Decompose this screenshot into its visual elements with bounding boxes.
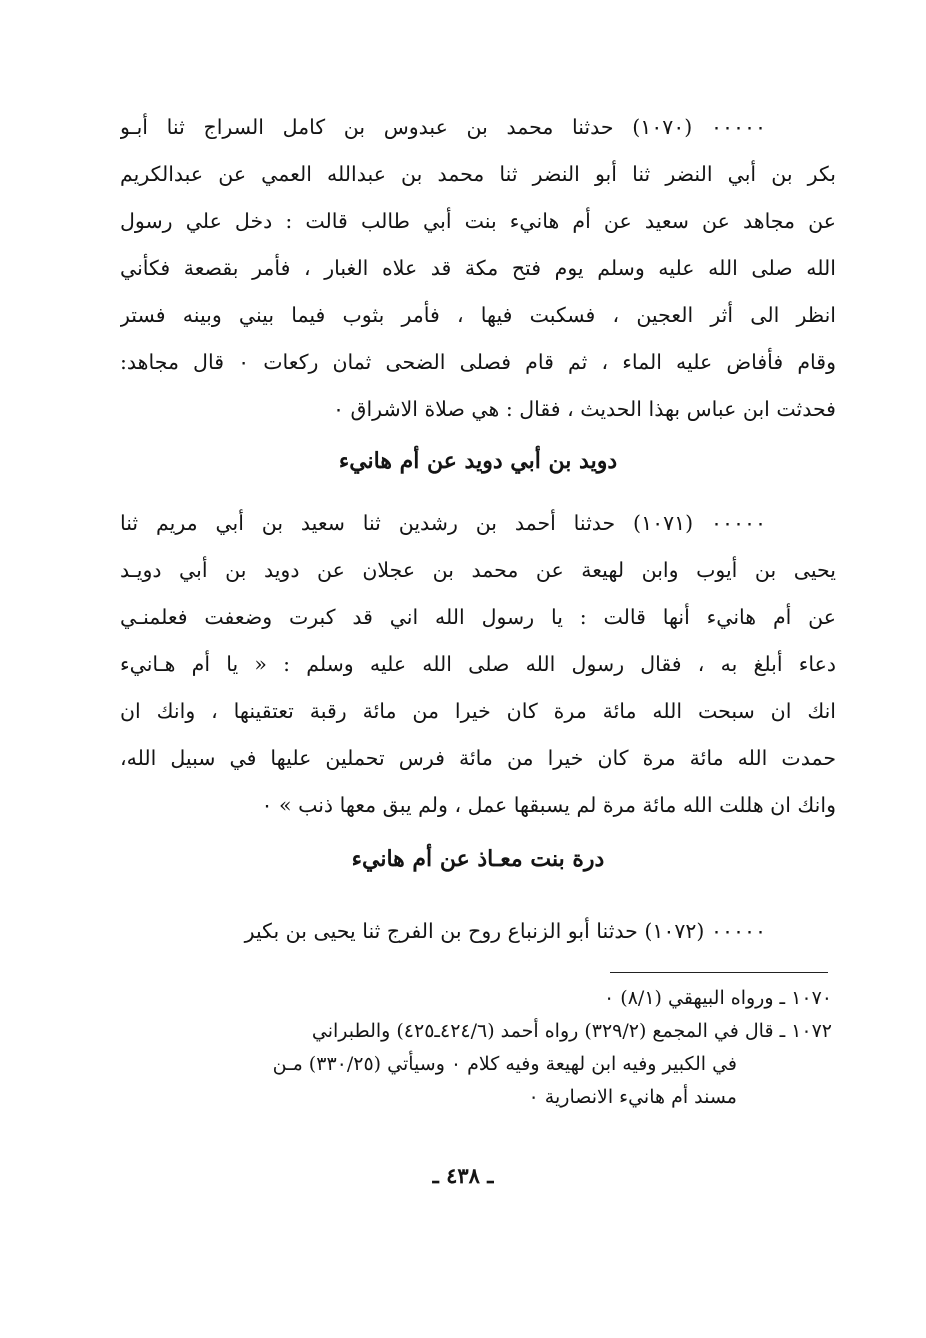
hadith-1070-paragraph [120,104,836,433]
text-line: وانك ان هللت الله مائة مرة لم يسبقها عمل ، ولم يبق معها ذنب » ٠ [261,793,836,817]
text-line: ٠٠٠٠٠ (١٠٧٢) حدثنا أبو الزنباع روح بن الفرج ثنا يحيى بن بكير [244,919,766,943]
text-line: عن أم هانيء أنها قالت : يا رسول الله اني قد كبرت وضعفت فعلمنـي [120,605,836,629]
text-line: الله صلى الله عليه وسلم يوم فتح مكة قد علاه الغبار ، فأمر بقصعة فكأني [120,256,836,280]
footnote-line: ١٠٧٢ ـ قال في المجمع (٣٢٩/٢) رواه أحمد (٤٢٤/٦ـ٤٢٥) والطبراني [311,1020,832,1042]
section-heading-durra: درة بنت معـاذ عن أم هانيء [351,846,605,872]
footnote-line: مسند أم هانيء الانصارية ٠ [528,1086,737,1108]
text-line: فحدثت ابن عباس بهذا الحديث ، فقال : هي صلاة الاشراق ٠ [333,397,836,421]
text-line: دعاء أبلغ به ، فقال رسول الله صلى الله عليه وسلم : « يا أم هـانيء [120,652,836,676]
hadith-1072-paragraph [120,908,836,955]
text-line: بكر بن أبي النضر ثنا أبو النضر ثنا محمد بن عبدالله العمي عن عبدالكريم [120,162,836,186]
text-line: يحيى بن أيوب وابن لهيعة عن محمد بن عجلان عن دويد بن أبي دويـد [120,558,836,582]
text-line: انظر الى أثر العجين ، فسكبت فيها ، فأمر بثوب فيما بيني وبينه فستر [120,303,836,327]
text-line: ٠٠٠٠٠ (١٠٧١) حدثنا أحمد بن رشدين ثنا سعيد بن أبي مريم ثنا [120,511,767,535]
text-line: وقام فأفاض عليه الماء ، ثم قام فصلى الضحى ثمان ركعات ٠ قال مجاهد: [120,350,836,374]
footnote-line: في الكبير وفيه ابن لهيعة وفيه كلام ٠ وسيأتي (٣٣٠/٢٥) مـن [272,1053,737,1075]
hadith-1071-paragraph [120,500,836,829]
footnote-divider [610,972,828,973]
section-heading-duwayd: دويد بن أبي دويد عن أم هانيء [338,448,618,474]
text-line: ٠٠٠٠٠ (١٠٧٠) حدثنا محمد بن عبدوس بن كامل السراج ثنا أبـو [120,115,766,139]
text-line: عن مجاهد عن سعيد عن أم هانيء بنت أبي طالب قالت : دخل علي رسول [120,209,836,233]
footnote-line: ١٠٧٠ ـ ورواه البيهقي (٨/١) ٠ [604,987,832,1009]
text-line: حمدت الله مائة مرة كان خيرا من مائة فرس تحملين عليها في سبيل الله، [120,746,836,770]
page-number: ـ ٤٣٨ ـ [432,1163,494,1188]
text-line: انك ان سبحت الله مائة مرة كان خيرا من مائة رقبة تعتقينها ، وانك ان [120,699,836,723]
footnotes [120,982,832,1114]
